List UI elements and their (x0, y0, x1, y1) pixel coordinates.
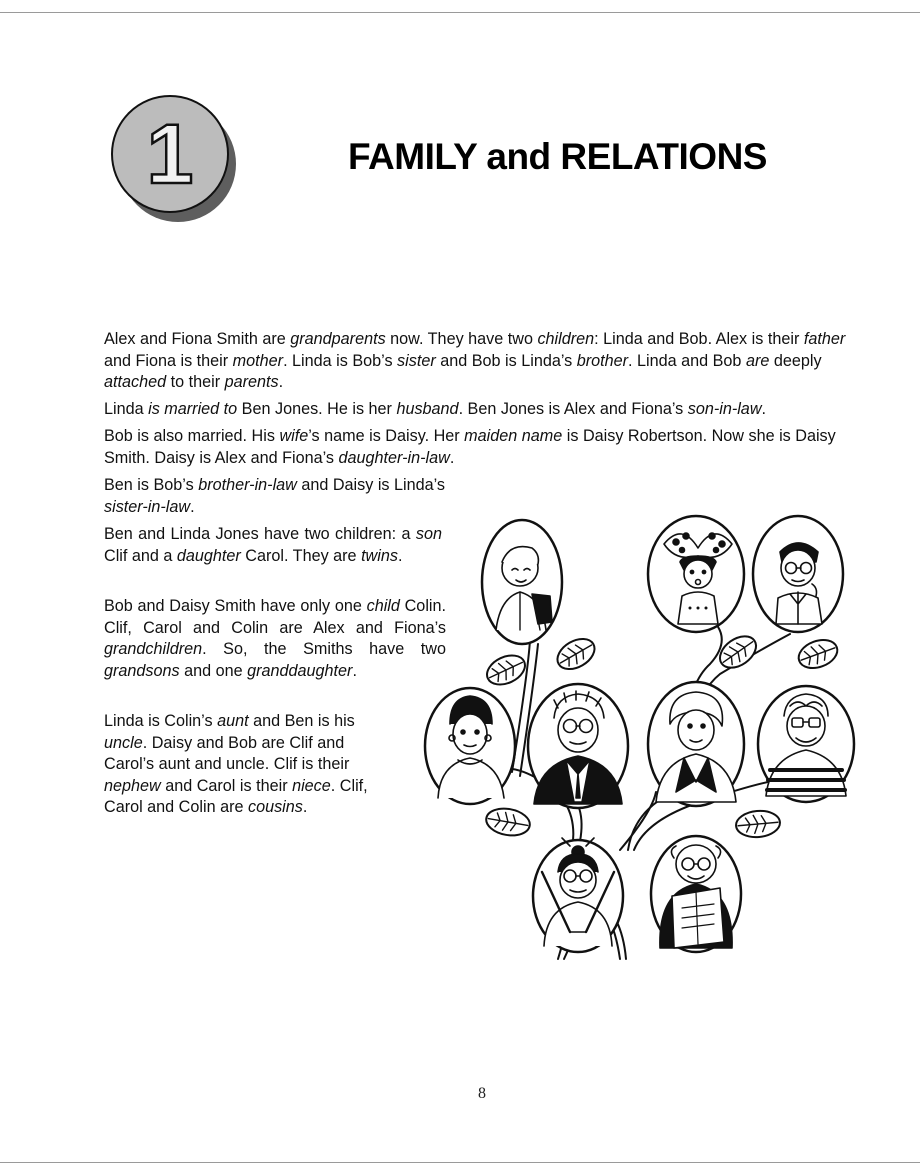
text-run: . Linda and Bob (628, 351, 746, 370)
text-run: to their (166, 373, 225, 391)
vocabulary-term: grandchildren (104, 640, 203, 658)
vocabulary-term: attached (104, 373, 167, 391)
vocabulary-term: father (803, 330, 846, 348)
text-run: . (278, 373, 284, 391)
text-run: deeply (769, 351, 822, 370)
vocabulary-term: cousins (247, 798, 303, 816)
text-run: . (761, 400, 767, 418)
family-tree-illustration (420, 512, 860, 964)
bottom-rule (0, 1162, 920, 1163)
paragraph-grandparents (104, 329, 864, 394)
text-run: Bob is also married. His (104, 427, 280, 445)
text-run: and Bob is Linda’s (435, 351, 577, 370)
chapter-badge (104, 94, 240, 224)
leaf-4 (795, 635, 841, 673)
paragraph-cousins (104, 711, 394, 819)
text-run: Carol. They are (240, 546, 362, 565)
page-number: 8 (478, 1085, 486, 1102)
vocabulary-term: son-in-law (687, 400, 762, 418)
vocabulary-term: aunt (217, 712, 249, 730)
text-run: Linda is Colin’s (104, 712, 218, 730)
text-run: Linda (104, 400, 149, 418)
text-run: . Daisy and Bob are Clif and Carol’s aunt and uncle. Clif is their (104, 733, 350, 773)
vocabulary-term: sister (397, 351, 436, 370)
text-run: and Carol is their (160, 776, 293, 795)
vocabulary-term: granddaughter (247, 661, 353, 680)
vocabulary-term: maiden name (464, 427, 563, 445)
paragraph-twins (104, 524, 442, 567)
paragraph-daughter-in-law (104, 426, 864, 469)
text-run: . (190, 497, 195, 516)
vocabulary-term: daughter-in-law (338, 448, 450, 467)
text-run: is Daisy Robertson. Now she is Daisy Smith. Daisy is Alex and Fiona’s (104, 427, 836, 467)
text-run: . (302, 798, 308, 816)
vocabulary-term: brother (576, 351, 629, 370)
vocabulary-term: uncle (104, 733, 143, 752)
text-run: . (397, 546, 403, 565)
vocabulary-term: nephew (104, 776, 161, 795)
text-run: and Ben is his (248, 712, 355, 730)
paragraph-grandchildren (104, 596, 446, 682)
vocabulary-term: mother (232, 351, 284, 370)
vocabulary-term: children (537, 330, 595, 348)
vocabulary-term: parents (224, 373, 279, 391)
text-run: . Ben Jones is Alex and Fiona’s (458, 400, 688, 418)
text-run: . (352, 661, 357, 680)
text-run: Ben is Bob’s (104, 476, 199, 494)
text-run: Alex and Fiona Smith are (104, 330, 291, 348)
vocabulary-term: daughter (176, 546, 241, 565)
text-run: ’s name is Daisy. Her (308, 427, 465, 445)
paragraph-son-in-law (104, 399, 864, 421)
chapter-number: 1 (146, 106, 194, 201)
text-run: : Linda and Bob. Alex is their (594, 330, 804, 348)
text-run: Colin. Clif, Carol and Colin are Alex and Fiona’s (104, 597, 447, 637)
vocabulary-term: brother-in-law (198, 476, 297, 494)
vocabulary-term: sister-in-law (104, 497, 191, 516)
vocabulary-term: grandparents (290, 330, 386, 348)
leaf-5 (484, 805, 532, 838)
text-run: . So, the Smiths have two (202, 640, 446, 658)
text-run: Clif and a (104, 546, 177, 565)
text-run: and one (179, 661, 248, 680)
text-run: . Clif, Carol and Colin are (104, 776, 368, 816)
leaf-2 (552, 633, 600, 676)
top-rule (0, 12, 920, 13)
vocabulary-term: is married to (148, 400, 238, 418)
vocabulary-term: son (415, 525, 442, 543)
text-run: Bob and Daisy Smith have only one (104, 597, 367, 615)
leaf-1 (482, 650, 529, 690)
vocabulary-term: grandsons (104, 661, 180, 680)
text-run: now. They have two (385, 330, 538, 348)
text-run: and Daisy is Linda’s (296, 476, 446, 494)
vocabulary-term: are (745, 351, 770, 370)
vocabulary-term: twins (361, 546, 398, 565)
chapter-title: FAMILY and RELATIONS (348, 136, 767, 177)
vocabulary-term: niece (292, 776, 331, 795)
vocabulary-term: husband (396, 400, 459, 418)
text-run: Ben and Linda Jones have two children: a (104, 525, 416, 543)
text-run: . Linda is Bob’s (283, 351, 398, 370)
text-run: Ben Jones. He is her (237, 400, 397, 418)
text-run: and Fiona is their (104, 351, 233, 370)
leaf-6 (735, 809, 781, 839)
text-run: . (449, 448, 455, 467)
vocabulary-term: wife (279, 427, 309, 445)
vocabulary-term: child (366, 597, 400, 615)
